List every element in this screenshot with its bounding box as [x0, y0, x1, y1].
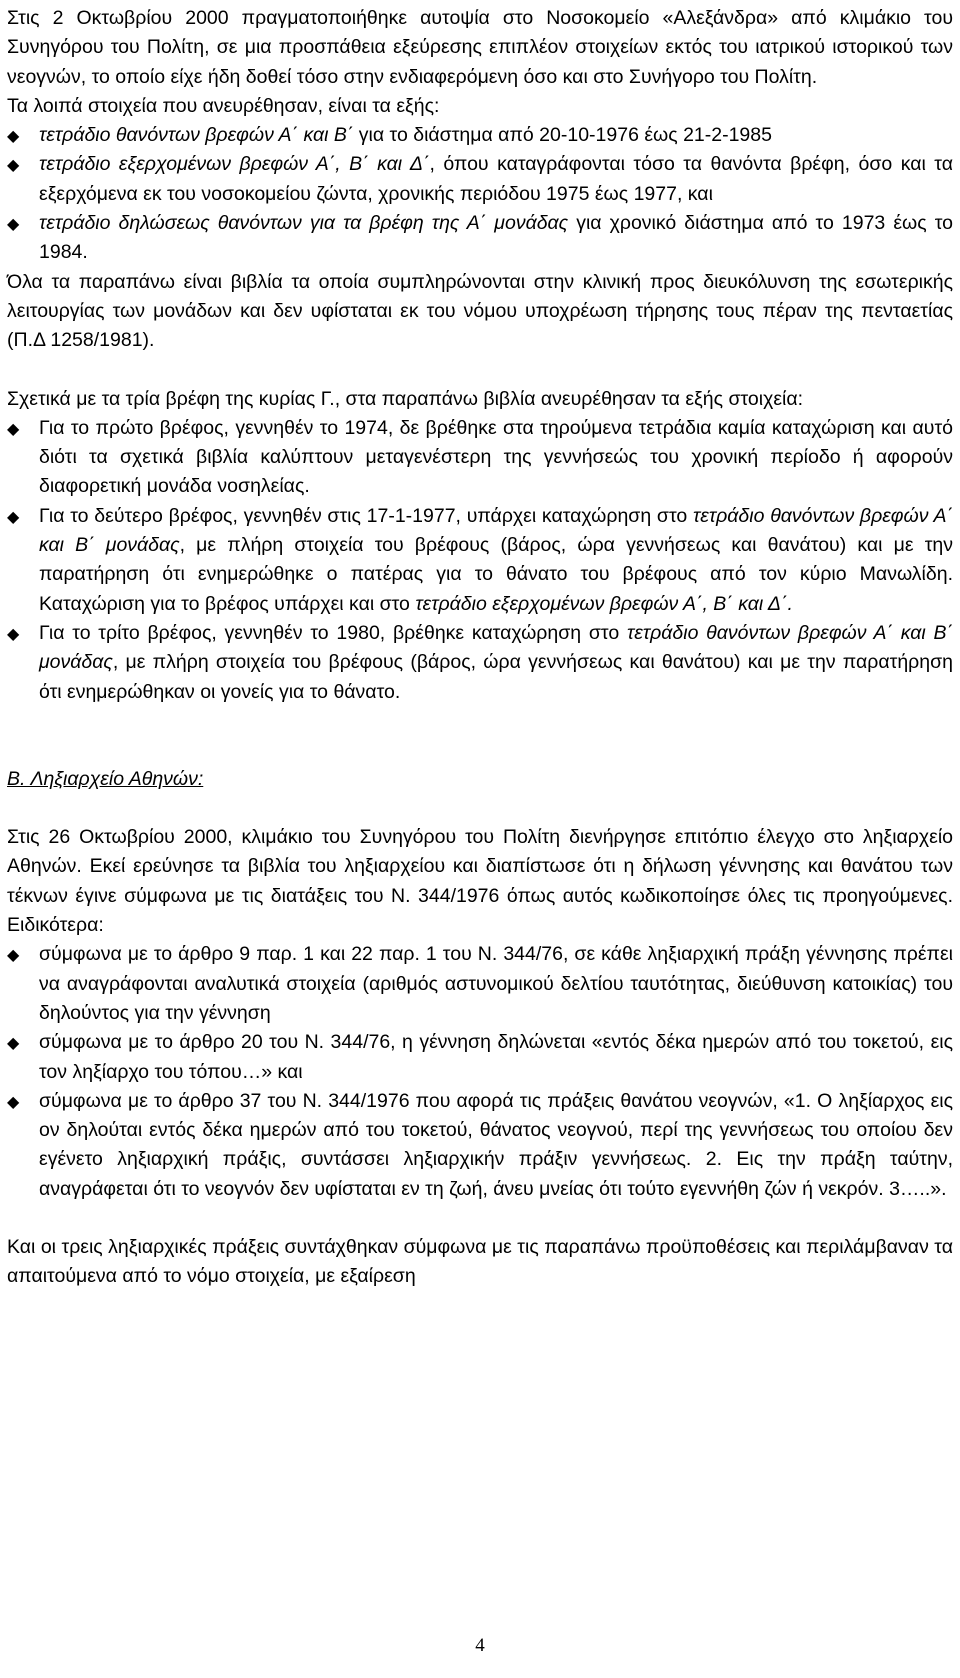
diamond-bullet-icon: ◆	[7, 1091, 20, 1111]
infants-list	[7, 414, 953, 707]
list-item: ◆ τετράδιο θανόντων βρεφών Α΄ και Β΄ για το διάστημα από 20-10-1976 έως 21-2-1985	[7, 121, 953, 150]
diamond-bullet-icon: ◆	[7, 623, 20, 643]
diamond-bullet-icon: ◆	[7, 1033, 20, 1053]
list-item: ◆ σύμφωνα με το άρθρο 9 παρ. 1 και 22 παρ. 1 του Ν. 344/76, σε κάθε ληξιαρχική πράξη γέννησης πρέπει να αναγράφονται αναλυτικά στοιχεία (αριθμός αστυνομικού δελτίου ταυτότητας, διεύθυνση κατοικίας) του δηλούντος για την γέννηση	[7, 940, 953, 1028]
list-item: ◆ Για το τρίτο βρέφος, γεννηθέν το 1980, βρέθηκε καταχώρηση στο τετράδιο θανόντων βρεφών Α΄ και Β΄ μονάδας, με πλήρη στοιχεία του βρέφους (βάρος, ώρα γεννήσεως και θανάτου) και με την παρατήρηση ότι ενημερώθηκαν οι γονείς για το θάνατο.	[7, 619, 953, 707]
paragraph-registry-inspection: Στις 26 Οκτωβρίου 2000, κλιμάκιο του Συνηγόρου του Πολίτη διενήργησε επιτόπιο έλεγχο στο ληξιαρχείο Αθηνών. Εκεί ερεύνησε τα βιβλία του ληξιαρχείου και διαπίστωσε ότι η δήλωση γέννησης και θανάτου των τέκνων έγινε σύμφωνα με τις διατάξεις του Ν. 344/1976 όπως αυτός κωδικοποίησε όλες τις προηγούμενες. Ειδικότερα:	[7, 826, 953, 937]
paragraph-autopsy: Στις 2 Οκτωβρίου 2000 πραγματοποιήθηκε αυτοψία στο Νοσοκομείο «Αλεξάνδρα» από κλιμάκιο του Συνηγόρου του Πολίτη, σε μια προσπάθεια εξεύρεσης επιπλέον στοιχείων εκτός του ιατρικού ιστορικού των νεογνών, το οποίο είχε ήδη δοθεί τόσο στην ενδιαφερόμενη όσο και στο Συνήγορο του Πολίτη.	[7, 7, 953, 88]
paragraph-conclusion: Και οι τρεις ληξιαρχικές πράξεις συντάχθηκαν σύμφωνα με τις παραπάνω προϋποθέσεις και περιλάμβαναν τα απαιτούμενα από το νόμο στοιχεία, με εξαίρεση	[7, 1235, 953, 1288]
diamond-bullet-icon: ◆	[7, 418, 20, 438]
paragraph-found-items-intro: Τα λοιπά στοιχεία που ανευρέθησαν, είναι τα εξής:	[7, 94, 440, 117]
list-item: ◆ τετράδιο δηλώσεως θανόντων για τα βρέφη της Α΄ μονάδας για χρονικό διάστημα από το 1973 έως το 1984.	[7, 209, 953, 268]
list-item: ◆ Για το πρώτο βρέφος, γεννηθέν το 1974, δε βρέθηκε στα τηρούμενα τετράδια καμία καταχώριση και αυτό διότι τα σχετικά βιβλία καλύπτουν μεταγενέστερη της γεννήσεώς του χρονική περίοδο ή αφορούν διαφορετική μονάδα νοσηλείας.	[7, 414, 953, 502]
diamond-bullet-icon: ◆	[7, 506, 20, 526]
list-item: ◆ τετράδιο εξερχομένων βρεφών Α΄, Β΄ και Δ΄, όπου καταγράφονται τόσο τα θανόντα βρέφη, όσο και τα εξερχόμενα εκ του νοσοκομείου ζώντα, χρονικής περιόδου 1975 έως 1977, και	[7, 150, 953, 209]
diamond-bullet-icon: ◆	[7, 126, 20, 146]
page-number: 4	[475, 1635, 485, 1656]
paragraph-three-infants-intro: Σχετικά με τα τρία βρέφη της κυρίας Γ., στα παραπάνω βιβλία ανευρέθησαν τα εξής στοιχεία:	[7, 387, 804, 410]
law-articles-list	[7, 940, 953, 1204]
list-item: ◆ σύμφωνα με το άρθρο 37 του Ν. 344/1976 που αφορά τις πράξεις θανάτου νεογνών, «1. Ο ληξίαρχος εις ον δηλούται εντός δέκα ημερών από του τοκετού, θάνατος νεογνού, περί της γεννήσεως του οποίου δεν εγένετο ληξιαρχική πράξις, συντάσσει ληξιαρχικήν πράξιν γεννήσεως. 2. Εις την πράξη ταύτην, αναγράφεται ότι το νεογνόν δεν υφίσταται εν τη ζωή, άνευ μνείας ότι τούτο εγεννήθη ζών ή νεκρόν. 3…..».	[7, 1087, 953, 1204]
diamond-bullet-icon: ◆	[7, 945, 20, 965]
paragraph-books-note: Όλα τα παραπάνω είναι βιβλία τα οποία συμπληρώνονται στην κλινική προς διευκόλυνση της εσωτερικής λειτουργίας των μονάδων και δεν υφίσταται εκ του νόμου υποχρέωση τήρησης τους πέραν της πενταετίας (Π.Δ 1258/1981).	[7, 270, 953, 352]
list-item: ◆ Για το δεύτερο βρέφος, γεννηθέν στις 17-1-1977, υπάρχει καταχώρηση στο τετράδιο θανόντων βρεφών Α΄ και Β΄ μονάδας, με πλήρη στοιχεία του βρέφους (βάρος, ώρα γεννήσεως και θανάτου) και με την παρατήρηση ότι ενημερώθηκε ο πατέρας για το θάνατο του βρέφους από τον κύριο Μανωλίδη. Καταχώριση για το βρέφος υπάρχει και στο τετράδιο εξερχομένων βρεφών Α΄, Β΄ και Δ΄.	[7, 502, 953, 619]
section-heading: Β. Ληξιαρχείο Αθηνών:	[7, 767, 204, 790]
list-item: ◆ σύμφωνα με το άρθρο 20 του Ν. 344/76, η γέννηση δηλώνεται «εντός δέκα ημερών από του τοκετού, εις τον ληξίαρχο του τόπου…» και	[7, 1028, 953, 1087]
found-items-list	[7, 121, 953, 267]
diamond-bullet-icon: ◆	[7, 155, 20, 175]
diamond-bullet-icon: ◆	[7, 214, 20, 234]
